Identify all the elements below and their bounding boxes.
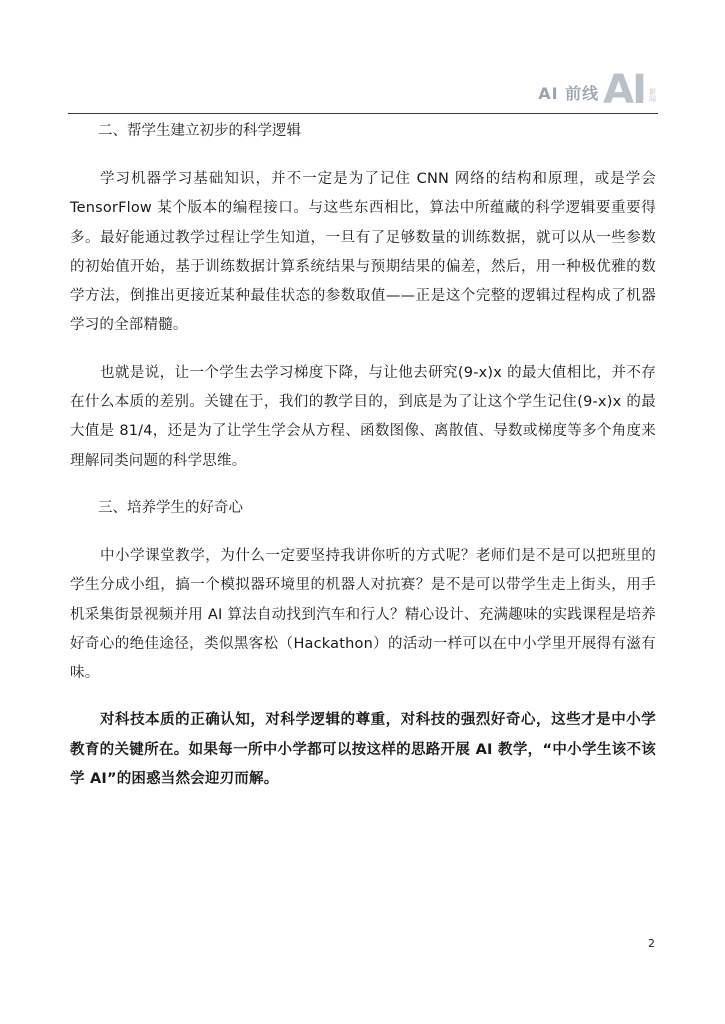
- paragraph: 中小学课堂教学，为什么一定要坚持我讲你听的方式呢？老师们是不是可以把班里的学生分成小组，搞一个模拟器环境里的机器人对抗赛？是不是可以带学生走上街头，用手机采集街景视频并用 AI 算法自动找到汽车和行人？精心设计、充满趣味的实践课程是培养好奇心的绝佳途径，类似黑客松（Hackathon）的活动一样可以在中小学里开展得有滋有味。: [70, 547, 656, 682]
- page-header: [68, 64, 658, 114]
- conclusion-paragraph: 对科技本质的正确认知，对科学逻辑的尊重，对科技的强烈好奇心，这些才是中小学教育的关键所在。如果每一所中小学都可以按这样的思路开展 AI 教学，“中小学生该不该学 AI”的困惑当然会迎刃而解。: [70, 712, 656, 788]
- section-heading: 三、培养学生的好奇心: [98, 499, 243, 516]
- section-heading: 二、帮学生建立初步的科学逻辑: [98, 123, 301, 139]
- logo-side-text: 新闻: [649, 87, 656, 104]
- paragraph: 也就是说，让一个学生去学习梯度下降，与让他去研究(9-x)x 的最大值相比，并不存在什么本质的差别。关键在于，我们的教学目的，到底是为了让这个学生记住(9-x)x 的最大值是 81/4，还是为了让学生学会从方程、函数图像、离散值、导数或梯度等多个角度来理解同类问题的科学思维。: [70, 364, 656, 469]
- document-body: [70, 117, 656, 794]
- logo-mark: AI: [603, 67, 645, 113]
- page-number: 2: [648, 937, 655, 950]
- logo-text: AI 前线: [538, 84, 600, 103]
- header-divider: [68, 113, 658, 114]
- paragraph: 学习机器学习基础知识，并不一定是为了记住 CNN 网络的结构和原理，或是学会 TensorFlow 某个版本的编程接口。与这些东西相比，算法中所蕴藏的科学逻辑要重要得多。最好能通过教学过程让学生知道，一旦有了足够数量的训练数据，就可以从一些参数的初始值开始，基于训练数据计算系统结果与预期结果的偏差，然后，用一种极优雅的数学方法，倒推出更接近某种最佳状态的参数取值——正是这个完整的逻辑过程构成了机器学习的全部精髓。: [70, 171, 656, 334]
- ai-frontline-logo: [538, 64, 658, 113]
